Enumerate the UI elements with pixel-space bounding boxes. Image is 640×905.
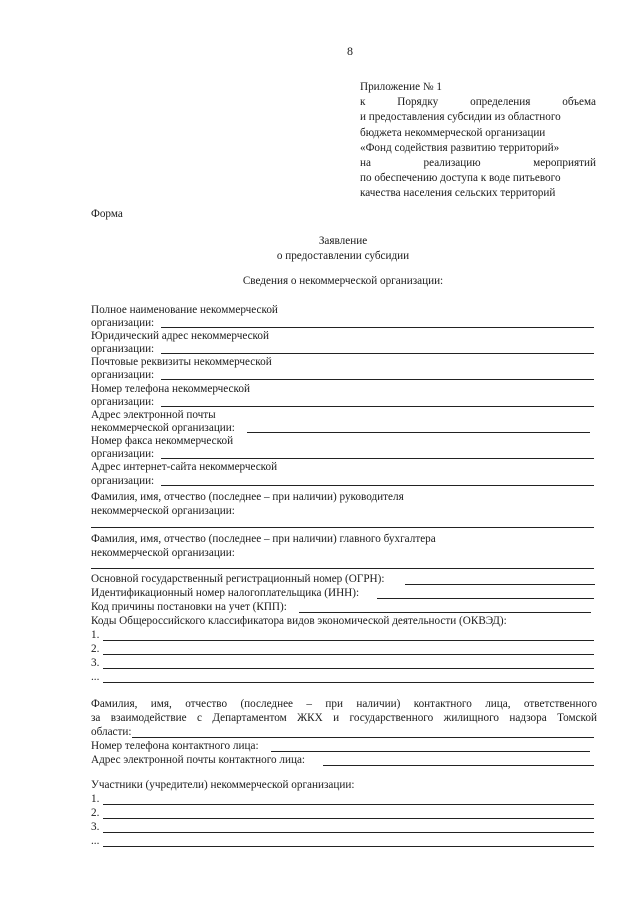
- appendix-title: Приложение № 1: [360, 81, 442, 93]
- page-number: 8: [347, 44, 353, 58]
- okved-item-field[interactable]: [103, 682, 594, 683]
- founder-item-field[interactable]: [103, 804, 594, 805]
- website-field[interactable]: [161, 485, 594, 486]
- postal-label-cont: организации:: [91, 369, 155, 381]
- fax-field[interactable]: [161, 458, 594, 459]
- okved-item-number: 1.: [91, 629, 100, 641]
- ogrn-label: Основной государственный регистрационный номер (ОГРН):: [91, 573, 385, 585]
- appendix-line: к Порядку определения объема: [360, 96, 596, 109]
- statement-subtitle: о предоставлении субсидии: [276, 250, 410, 262]
- email-label: Адрес электронной почты: [91, 409, 216, 421]
- postal-field[interactable]: [161, 379, 594, 380]
- appendix-line: по обеспечению доступа к воде питьевого: [360, 172, 561, 185]
- contact-email-label: Адрес электронной почты контактного лица:: [91, 754, 306, 766]
- accountant-field[interactable]: [91, 568, 594, 569]
- okved-label: Коды Общероссийского классификатора видов экономической деятельности (ОКВЭД):: [91, 615, 507, 627]
- inn-label: Идентификационный номер налогоплательщика (ИНН):: [91, 587, 360, 599]
- email-field[interactable]: [247, 432, 590, 433]
- appendix-line: на реализацию мероприятий: [360, 157, 596, 170]
- email-label-cont: некоммерческой организации:: [91, 422, 235, 434]
- contact-label: Фамилия, имя, отчество (последнее – при наличии) контактного лица, ответственного: [91, 698, 597, 710]
- phone-label-cont: организации:: [91, 396, 155, 408]
- section-heading: Сведения о некоммерческой организации:: [242, 275, 444, 287]
- contact-label-cont: за взаимодействие с Департаментом ЖКХ и государственного жилищного надзора Томской: [91, 712, 597, 724]
- founders-heading: Участники (учредители) некоммерческой организации:: [91, 779, 355, 791]
- appendix-line: бюджета некоммерческой организации: [360, 126, 546, 139]
- appendix-line: «Фонд содействия развитию территорий»: [360, 141, 560, 154]
- accountant-label: Фамилия, имя, отчество (последнее – при наличии) главного бухгалтера: [91, 533, 436, 545]
- ogrn-field[interactable]: [405, 584, 595, 585]
- founder-item-field[interactable]: [103, 832, 594, 833]
- appendix-line: и предоставления субсидии из областного: [360, 111, 561, 124]
- founder-item-number: 3.: [91, 821, 100, 833]
- legal-address-field[interactable]: [161, 353, 594, 354]
- website-label: Адрес интернет-сайта некоммерческой: [91, 461, 278, 473]
- appendix-line: качества населения сельских территорий: [360, 187, 556, 200]
- website-label-cont: организации:: [91, 475, 155, 487]
- okved-item-number: ...: [91, 671, 100, 683]
- founder-item-field[interactable]: [103, 818, 594, 819]
- postal-label: Почтовые реквизиты некоммерческой: [91, 356, 272, 368]
- inn-field[interactable]: [377, 598, 594, 599]
- okved-item-field[interactable]: [103, 668, 594, 669]
- okved-item-field[interactable]: [103, 640, 594, 641]
- full-name-label-cont: организации:: [91, 317, 155, 329]
- legal-address-label: Юридический адрес некоммерческой: [91, 330, 269, 342]
- head-field[interactable]: [91, 527, 594, 528]
- okved-item-number: 2.: [91, 643, 100, 655]
- head-label-cont: некоммерческой организации:: [91, 505, 235, 517]
- kpp-field[interactable]: [299, 612, 591, 613]
- founder-item-number: 1.: [91, 793, 100, 805]
- appendix-block: [360, 80, 596, 202]
- statement-title: Заявление: [318, 235, 368, 247]
- full-name-field[interactable]: [161, 327, 594, 328]
- legal-address-label-cont: организации:: [91, 343, 155, 355]
- phone-label: Номер телефона некоммерческой: [91, 383, 250, 395]
- contact-name-field[interactable]: [132, 737, 594, 738]
- fax-label-cont: организации:: [91, 448, 155, 460]
- contact-phone-field[interactable]: [271, 751, 590, 752]
- contact-label-end: области:: [91, 726, 132, 738]
- form-label: Форма: [91, 208, 123, 220]
- phone-field[interactable]: [161, 406, 594, 407]
- accountant-label-cont: некоммерческой организации:: [91, 547, 235, 559]
- contact-phone-label: Номер телефона контактного лица:: [91, 740, 259, 752]
- okved-item-field[interactable]: [103, 654, 594, 655]
- kpp-label: Код причины постановки на учет (КПП):: [91, 601, 287, 613]
- okved-item-number: 3.: [91, 657, 100, 669]
- founder-item-number: 2.: [91, 807, 100, 819]
- contact-email-field[interactable]: [323, 765, 594, 766]
- full-name-label: Полное наименование некоммерческой: [91, 304, 278, 316]
- fax-label: Номер факса некоммерческой: [91, 435, 234, 447]
- founder-item-number: ...: [91, 835, 100, 847]
- head-label: Фамилия, имя, отчество (последнее – при наличии) руководителя: [91, 491, 404, 503]
- founder-item-field[interactable]: [103, 846, 594, 847]
